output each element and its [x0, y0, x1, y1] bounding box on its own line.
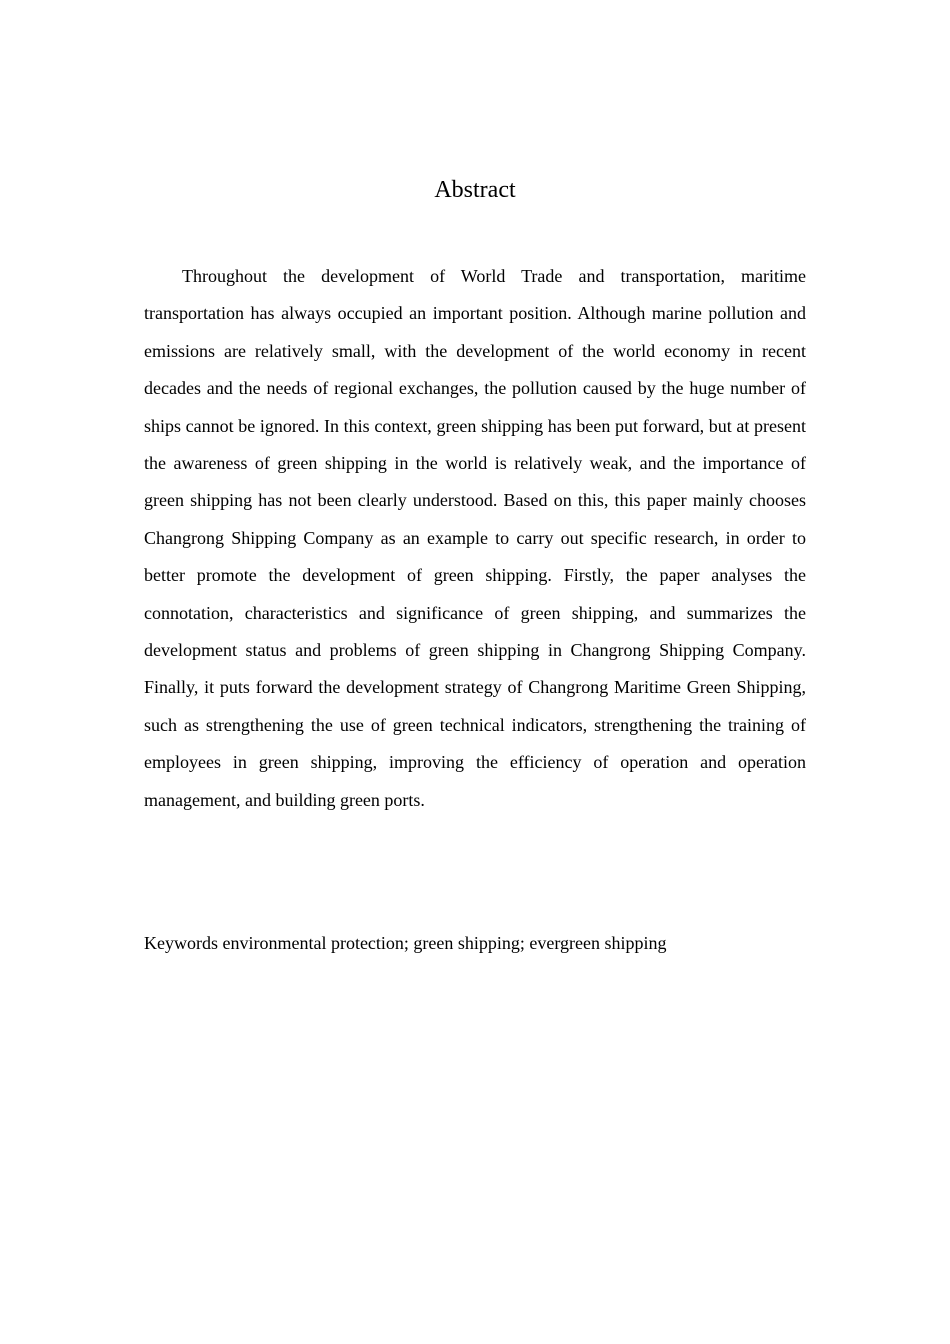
abstract-paragraph: Throughout the development of World Trade and transportation, maritime transportation has always occupied an important position. Although marine pollution and emissions are relatively small, with the development of the world economy in recent decades and the needs of regional exchanges, the pollution caused by the huge number of ships cannot be ignored. In this context, green shipping has been put forward, but at present the awareness of green shipping in the world is relatively weak, and the importance of green shipping has not been clearly understood. Based on this, this paper mainly chooses Changrong Shipping Company as an example to carry out specific research, in order to better promote the development of green shipping. Firstly, the paper analyses the connotation, characteristics and significance of green shipping, and summarizes the development status and problems of green shipping in Changrong Shipping Company. Finally, it puts forward the development strategy of Changrong Maritime Green Shipping, such as strengthening the use of green technical indicators, strengthening the training of employees in green shipping, improving the efficiency of operation and operation management, and building green ports. — [144, 266, 806, 810]
page-title: Abstract — [434, 177, 516, 203]
keywords-line: Keywords environmental protection; green shipping; evergreen shipping — [144, 933, 667, 953]
